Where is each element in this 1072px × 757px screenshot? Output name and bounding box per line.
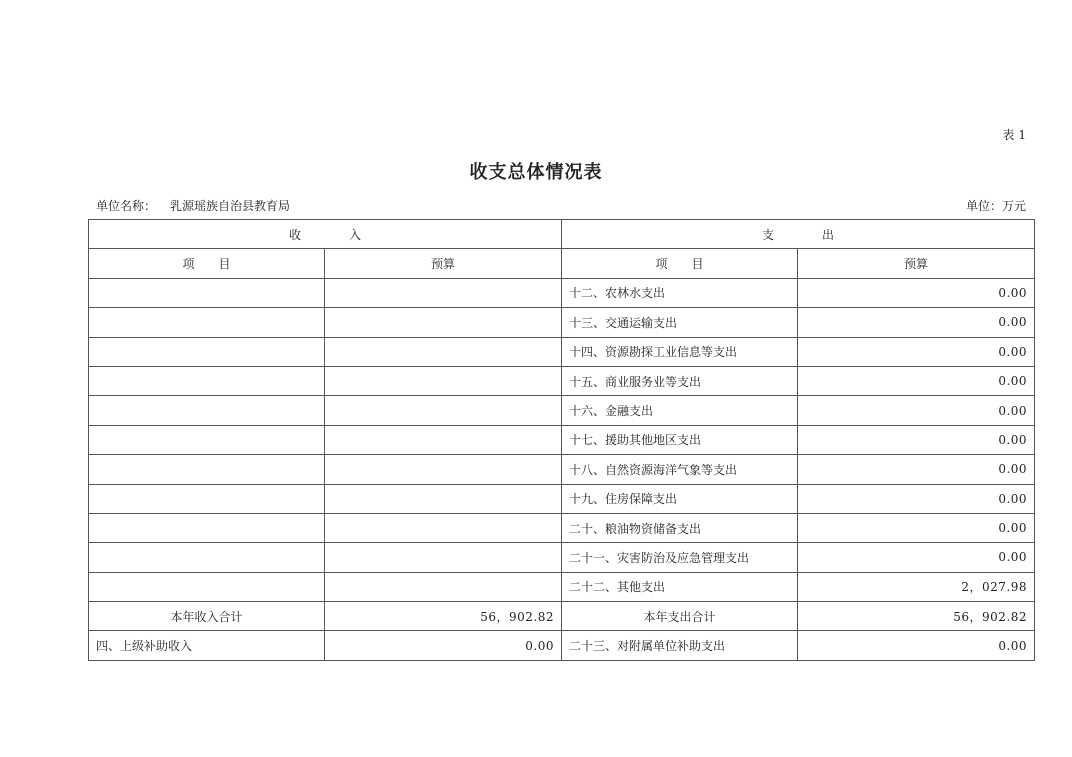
table-row <box>89 631 1035 660</box>
expense-budget-cell: 2，027.98 <box>798 572 1035 601</box>
expense-budget-cell: 0.00 <box>798 366 1035 395</box>
income-item-cell <box>89 543 325 572</box>
expense-total-value: 56，902.82 <box>798 602 1035 631</box>
table-row <box>89 425 1035 454</box>
income-item-cell <box>89 396 325 425</box>
income-budget-cell <box>325 308 562 337</box>
income-total-value: 56，902.82 <box>325 602 562 631</box>
expense-item-cell: 二十三、对附属单位补助支出 <box>562 631 798 660</box>
expense-budget-cell: 0.00 <box>798 631 1035 660</box>
income-total-label: 本年收入合计 <box>89 602 325 631</box>
expense-item-cell: 二十二、其他支出 <box>562 572 798 601</box>
table-row <box>89 396 1035 425</box>
income-item-cell <box>89 513 325 542</box>
section-header-row <box>89 220 1035 249</box>
income-budget-cell <box>325 513 562 542</box>
unit-name-value: 乳源瑶族自治县教育局 <box>170 199 291 213</box>
income-item-cell <box>89 484 325 513</box>
expense-budget-cell: 0.00 <box>798 308 1035 337</box>
income-section-header: 收 入 <box>89 220 562 249</box>
expense-budget-cell: 0.00 <box>798 484 1035 513</box>
income-budget-cell <box>325 484 562 513</box>
expense-budget-cell: 0.00 <box>798 278 1035 307</box>
income-item-cell: 四、上级补助收入 <box>89 631 325 660</box>
expense-item-cell: 十八、自然资源海洋气象等支出 <box>562 455 798 484</box>
expense-item-cell: 二十、粮油物资储备支出 <box>562 513 798 542</box>
page-title: 收支总体情况表 <box>469 162 603 183</box>
unit-name-label: 单位名称： <box>96 199 157 213</box>
income-item-cell <box>89 572 325 601</box>
table-row <box>89 308 1035 337</box>
expense-total-label: 本年支出合计 <box>562 602 798 631</box>
expense-budget-cell: 0.00 <box>798 513 1035 542</box>
income-budget-cell: 0.00 <box>325 631 562 660</box>
income-budget-cell <box>325 543 562 572</box>
expense-budget-cell: 0.00 <box>798 425 1035 454</box>
expense-budget-header: 预算 <box>798 249 1035 278</box>
income-budget-cell <box>325 455 562 484</box>
expense-item-cell: 二十一、灾害防治及应急管理支出 <box>562 543 798 572</box>
expense-item-cell: 十六、金融支出 <box>562 396 798 425</box>
currency-unit: 单位：万元 <box>965 199 1026 213</box>
table-row <box>89 513 1035 542</box>
expense-item-cell: 十二、农林水支出 <box>562 278 798 307</box>
income-budget-cell <box>325 396 562 425</box>
income-item-cell <box>89 308 325 337</box>
income-budget-cell <box>325 337 562 366</box>
expense-item-cell: 十四、资源勘探工业信息等支出 <box>562 337 798 366</box>
income-item-cell <box>89 425 325 454</box>
income-budget-header: 预算 <box>325 249 562 278</box>
expense-item-cell: 十五、商业服务业等支出 <box>562 366 798 395</box>
table-row <box>89 455 1035 484</box>
income-item-cell <box>89 455 325 484</box>
expense-budget-cell: 0.00 <box>798 396 1035 425</box>
expense-budget-cell: 0.00 <box>798 455 1035 484</box>
income-budget-cell <box>325 278 562 307</box>
income-item-header: 项 目 <box>89 249 325 278</box>
table-row <box>89 543 1035 572</box>
expense-item-header: 项 目 <box>562 249 798 278</box>
column-header-row <box>89 249 1035 278</box>
table-row <box>89 366 1035 395</box>
unit-name-line <box>96 197 290 214</box>
table-row <box>89 278 1035 307</box>
totals-row <box>89 602 1035 631</box>
expense-section-header: 支 出 <box>562 220 1035 249</box>
income-item-cell <box>89 278 325 307</box>
expense-item-cell: 十七、援助其他地区支出 <box>562 425 798 454</box>
table-row <box>89 484 1035 513</box>
table-number: 表 1 <box>1002 128 1026 142</box>
expense-item-cell: 十三、交通运输支出 <box>562 308 798 337</box>
income-item-cell <box>89 366 325 395</box>
table-row <box>89 572 1035 601</box>
budget-table <box>88 219 1035 661</box>
table-row <box>89 337 1035 366</box>
income-budget-cell <box>325 366 562 395</box>
income-budget-cell <box>325 425 562 454</box>
expense-budget-cell: 0.00 <box>798 337 1035 366</box>
expense-item-cell: 十九、住房保障支出 <box>562 484 798 513</box>
expense-budget-cell: 0.00 <box>798 543 1035 572</box>
income-budget-cell <box>325 572 562 601</box>
income-item-cell <box>89 337 325 366</box>
